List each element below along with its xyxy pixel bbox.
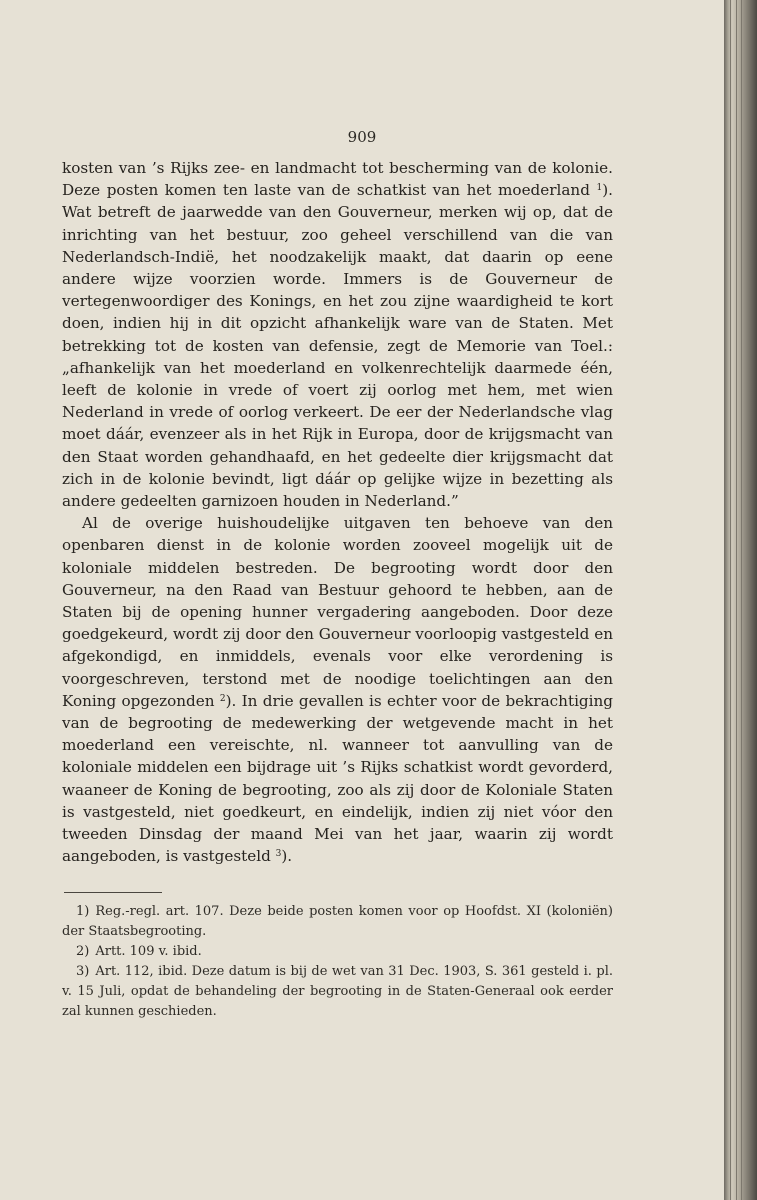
book-spine bbox=[724, 0, 757, 1200]
footnote-3 bbox=[62, 962, 613, 1022]
paragraph-2-text-c: ). bbox=[281, 847, 293, 866]
footnote-number: 1) bbox=[76, 904, 90, 919]
footnotes bbox=[62, 902, 613, 1022]
footnote-text: Art. 112, ibid. Deze datum is bij de wet van 31 Dec. 1903, S. 361 gesteld i. pl. v. 15 Juli, opdat de behandeling der begrooting in de Staten-Generaal ook eerder zal kunnen geschieden. bbox=[62, 964, 613, 1019]
footnote-divider bbox=[64, 892, 162, 893]
paragraph-1-text-a: kosten van ’s Rijks zee- en landmacht tot bescherming van de kolonie. Deze posten komen ten laste van de schatkist van het moederland bbox=[62, 159, 613, 200]
paragraph-2-text-b: ). In drie gevallen is echter voor de bekrachtiging van de begrooting de medewerking der wetgevende macht in het moederland een vereischte, nl. wanneer tot aanvulling van de koloniale middelen een bijdrage uit ’s Rijks schatkist wordt gevorderd, waaneer de Koning de begrooting, zoo als zij door de Koloniale Staten is vastgesteld, niet goedkeurt, en eindelijk, indien zij niet vóor den tweeden Dinsdag der maand Mei van het jaar, waarin zij wordt aangeboden, is vastgesteld bbox=[62, 691, 614, 866]
footnote-text: Reg.-regl. art. 107. Deze beide posten komen voor op Hoofdst. XI (koloniën) der Staatsbegrooting. bbox=[62, 904, 613, 939]
footnote-2 bbox=[62, 942, 613, 962]
footnote-ref-1: 1 bbox=[596, 183, 603, 194]
body-text bbox=[62, 157, 613, 868]
footnote-ref-3: 3 bbox=[275, 849, 282, 860]
page-number: 909 bbox=[347, 128, 377, 146]
footnote-number: 3) bbox=[76, 964, 90, 979]
paragraph-1 bbox=[62, 157, 613, 512]
paragraph-2 bbox=[62, 512, 613, 867]
spine-edge-line bbox=[736, 0, 737, 1200]
footnote-text: Artt. 109 v. ibid. bbox=[95, 944, 202, 959]
spine-edge-line bbox=[730, 0, 731, 1200]
footnote-1 bbox=[62, 902, 613, 942]
paragraph-2-text-a: Al de overige huishoudelijke uitgaven ten behoeve van den openbaren dienst in de kolonie worden zooveel mogelijk uit de koloniale middelen bestreden. De begrooting wordt door den Gouverneur, na den Raad van Bestuur gehoord te hebben, aan de Staten bij de opening hunner vergadering aangeboden. Door deze goedgekeurd, wordt zij door den Gouverneur voorloopig vastgesteld en afgekondigd, en inmiddels, evenals voor elke verordening is voorgeschreven, terstond met de noodige toelichtingen aan den Koning opgezonden bbox=[62, 514, 613, 710]
footnote-number: 2) bbox=[76, 944, 90, 959]
footnote-ref-2: 2 bbox=[219, 693, 226, 704]
spine-edge-line bbox=[741, 0, 742, 1200]
paragraph-1-text-b: ). Wat betreft de jaarwedde van den Gouverneur, merken wij op, dat de inrichting van het bestuur, zoo geheel verschillend van die van Nederlandsch-Indië, het noodzakelijk maakt, dat daarin op eene andere wijze voorzien worde. Immers is de Gouverneur de vertegenwoordiger des Konings, en het zou zijne waardigheid te kort doen, indien hij in dit opzicht afhankelijk ware van de Staten. Met betrekking tot de kosten van defensie, zegt de Memorie van Toel.: „afhankelijk van het moederland en volkenrechtelijk daarmede één, leeft de kolonie in vrede of voert zij oorlog met hem, met wien Nederland in vrede of oorlog verkeert. De eer der Nederlandsche vlag moet dáár, evenzeer als in het Rijk in Europa, door de krijgsmacht van den Staat worden gehandhaafd, en het gedeelte dier krijgsmacht dat zich in de kolonie bevindt, ligt dáár op gelijke wijze in bezetting als andere gedeelten garnizoen houden in Nederland.” bbox=[62, 181, 613, 511]
